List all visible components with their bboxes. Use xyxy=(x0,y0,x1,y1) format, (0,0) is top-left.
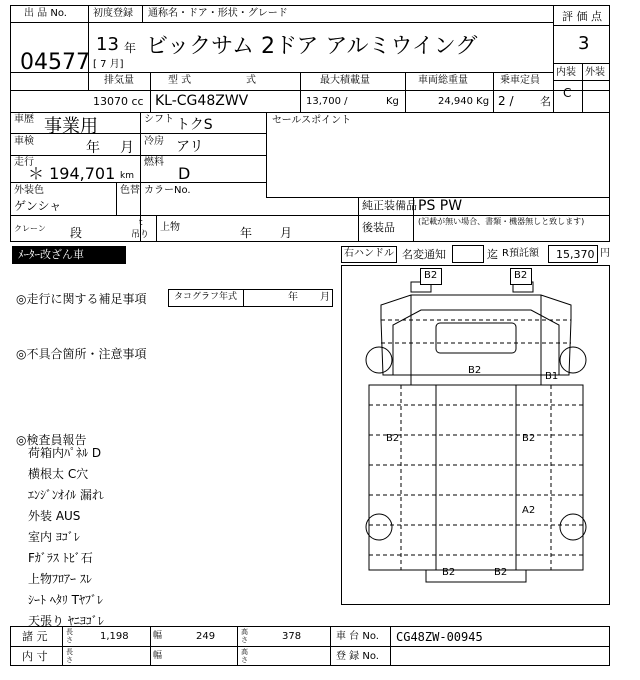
crane-label: クレーン xyxy=(14,224,46,233)
inspector-item: 天張り ﾔﾆﾖｺﾞﾚ xyxy=(28,614,104,628)
cargo-inner xyxy=(436,385,516,570)
gross-weight-value: 24,940 Kg xyxy=(438,96,490,107)
cab-outline xyxy=(381,295,571,375)
wheel-rear-left xyxy=(366,514,392,540)
divider xyxy=(266,112,267,197)
score-label: 評 価 点 xyxy=(562,10,602,23)
interior-label: 内装 xyxy=(556,67,576,78)
defects-label: ◎不具合箇所・注意事項 xyxy=(16,347,147,361)
mark-right-rear: A2 xyxy=(522,505,536,516)
max-load-value: 13,700 / xyxy=(306,96,348,107)
inspector-item: 上物ﾌﾛｱｰ ｽﾚ xyxy=(28,572,92,586)
divider xyxy=(142,5,143,22)
divider xyxy=(553,25,610,26)
divider xyxy=(88,22,553,23)
divider xyxy=(493,72,494,113)
meter-tamper-banner: ﾒｰﾀｰ改ざん車 xyxy=(12,246,126,264)
interior-score: C xyxy=(563,86,572,100)
divider xyxy=(582,63,583,113)
reg-year: 13 xyxy=(96,34,119,55)
divider xyxy=(156,215,157,242)
divider xyxy=(10,22,88,23)
inner-height-label: 高さ xyxy=(241,648,248,664)
recycle-label: R預託額 xyxy=(502,248,539,259)
inspection-label: 車検 xyxy=(14,136,34,147)
exterior-label: 外装 xyxy=(585,67,605,78)
inner-width-label: 幅 xyxy=(153,651,163,661)
inspector-label: ◎検査員報告 xyxy=(16,433,87,447)
divider xyxy=(330,626,331,666)
mileage-value: ＊ 194,701 xyxy=(28,164,116,183)
height-label: 高さ xyxy=(241,628,248,644)
specs-label: 諸 元 xyxy=(22,630,48,643)
reg-no-label: 登 録 No. xyxy=(336,651,379,662)
mileage-unit: km xyxy=(120,171,134,181)
aftermarket-label: 後装品 xyxy=(362,221,395,234)
model-label-suffix: 式 xyxy=(246,75,256,86)
tacho-label: タコグラフ年式 xyxy=(174,292,238,302)
truck-diagram xyxy=(341,265,610,605)
upper-year: 年 xyxy=(240,226,253,240)
divider xyxy=(10,215,610,216)
model-value: KL-CG48ZWV xyxy=(155,93,249,109)
chassis-value: CG48ZW-00945 xyxy=(396,630,483,644)
length-value: 1,198 xyxy=(100,631,129,642)
wheel-front-left xyxy=(366,347,392,373)
model-desc-label: 通称名・ドア・形状・グレード xyxy=(148,8,288,19)
inner-dims-label: 内 寸 xyxy=(22,650,48,663)
ac-label: 冷房 xyxy=(144,136,164,147)
divider xyxy=(405,72,406,113)
tacho-year: 年 xyxy=(288,292,298,303)
car-name: ビックサム 2ドア アルミウイング xyxy=(146,34,478,59)
name-change-box xyxy=(452,245,484,263)
divider xyxy=(300,72,301,113)
driving-notes-label: ◎走行に関する補足事項 xyxy=(16,292,147,306)
history-label: 車歴 xyxy=(14,114,34,125)
inspector-item: 横根太 C穴 xyxy=(28,467,89,481)
width-value: 249 xyxy=(196,631,216,642)
mileage-label: 走行 xyxy=(14,157,34,168)
windshield xyxy=(436,323,516,353)
inspector-item: Fｶﾞﾗｽ ﾄﾋﾞ石 xyxy=(28,551,93,565)
divider xyxy=(553,5,554,113)
history-value: 事業用 xyxy=(44,116,98,137)
crane-t: t xyxy=(139,218,143,228)
bullet-label: 迄 xyxy=(487,248,498,261)
mark-left-mid: B2 xyxy=(386,433,400,444)
divider xyxy=(358,197,359,242)
divider xyxy=(150,626,151,666)
gross-weight-label: 車両総重量 xyxy=(418,75,468,86)
mark-right-front: B1 xyxy=(545,371,559,382)
rear-bumper xyxy=(426,567,526,582)
color-value: ゲンシャ xyxy=(14,199,62,213)
displacement-value: 13070 cc xyxy=(93,95,144,108)
lot-label: 出 品 No. xyxy=(24,8,67,19)
mark-right-mid: B2 xyxy=(522,433,536,444)
upper-month: 月 xyxy=(280,226,293,240)
color-no-label: 色替 xyxy=(120,185,140,196)
mark-top-left-label: B2 xyxy=(424,270,438,281)
divider xyxy=(116,182,117,215)
inner-length-label: 長さ xyxy=(66,648,73,664)
divider xyxy=(10,155,266,156)
divider xyxy=(237,626,238,666)
inspector-item: 荷箱内ﾊﾟﾈﾙ D xyxy=(28,446,102,460)
chassis-label: 車 台 No. xyxy=(336,631,379,642)
shift-label: シフト xyxy=(144,114,174,125)
displacement-label: 排気量 xyxy=(104,75,134,86)
score-value: 3 xyxy=(578,33,590,54)
mark-cab: B2 xyxy=(468,365,482,376)
ac-value: アリ xyxy=(176,139,204,155)
max-load-unit: Kg xyxy=(386,96,399,107)
divider xyxy=(150,72,151,113)
crane-step: 段 xyxy=(70,226,83,240)
inspector-item: ｼｰﾄ ﾍﾀﾘ Tﾔﾌﾞﾚ xyxy=(28,593,103,607)
divider xyxy=(10,72,553,73)
divider xyxy=(10,646,610,647)
width-label: 幅 xyxy=(153,631,163,641)
divider xyxy=(390,626,391,666)
recycle-amount: 15,370 xyxy=(556,248,595,261)
tacho-month: 月 xyxy=(320,292,330,303)
fuel-label: 燃料 xyxy=(144,157,164,168)
sales-point-label: セールスポイント xyxy=(272,115,352,126)
max-load-label: 最大積載量 xyxy=(320,75,370,86)
mark-bottom-left: B2 xyxy=(442,567,456,578)
color-code-label: カラーNo. xyxy=(144,185,191,196)
mark-top-right-label: B2 xyxy=(514,270,528,281)
recycle-unit: 円 xyxy=(600,248,610,259)
divider xyxy=(243,289,244,307)
color-label: 外装色 xyxy=(14,185,44,196)
crane-hang: 吊り xyxy=(131,230,150,240)
height-value: 378 xyxy=(282,631,302,642)
capacity-unit: 名 xyxy=(540,95,551,108)
wheel-rear-right xyxy=(560,514,586,540)
length-label: 長さ xyxy=(66,628,73,644)
lot-number: 04577 xyxy=(20,50,90,75)
genuine-value: PS PW xyxy=(418,198,463,214)
wheel-front-right xyxy=(560,347,586,373)
rhd-label: 右ハンドル xyxy=(344,248,394,259)
capacity-label: 乗車定員 xyxy=(500,75,540,86)
upper-label: 上物 xyxy=(160,222,180,233)
inspector-list xyxy=(28,443,104,632)
reg-month: [ 7 月] xyxy=(93,59,124,70)
model-label: 型 式 xyxy=(168,75,192,86)
genuine-label: 純正装備品 xyxy=(362,199,417,212)
first-reg-label: 初度登録 xyxy=(93,8,133,19)
inspection-year: 年 xyxy=(86,140,100,156)
inspector-item: 室内 ﾖｺﾞﾚ xyxy=(28,530,80,544)
divider xyxy=(10,90,610,91)
reg-year-unit: 年 xyxy=(124,41,137,55)
inspection-month: 月 xyxy=(120,140,134,156)
shift-value: トクS xyxy=(176,117,213,133)
fuel-value: D xyxy=(178,164,191,183)
name-change-label: 名変通知 xyxy=(402,248,446,261)
inspector-item: 外装 AUS xyxy=(28,509,81,523)
divider xyxy=(88,5,89,90)
inspector-item: ｴﾝｼﾞﾝｵｲﾙ 漏れ xyxy=(28,488,104,502)
divider xyxy=(62,626,63,666)
aftermarket-note: (記載が無い場合、書類・機器無しと致します) xyxy=(418,217,585,226)
capacity-value: 2 / xyxy=(498,94,514,108)
mark-bottom-right: B2 xyxy=(494,567,508,578)
